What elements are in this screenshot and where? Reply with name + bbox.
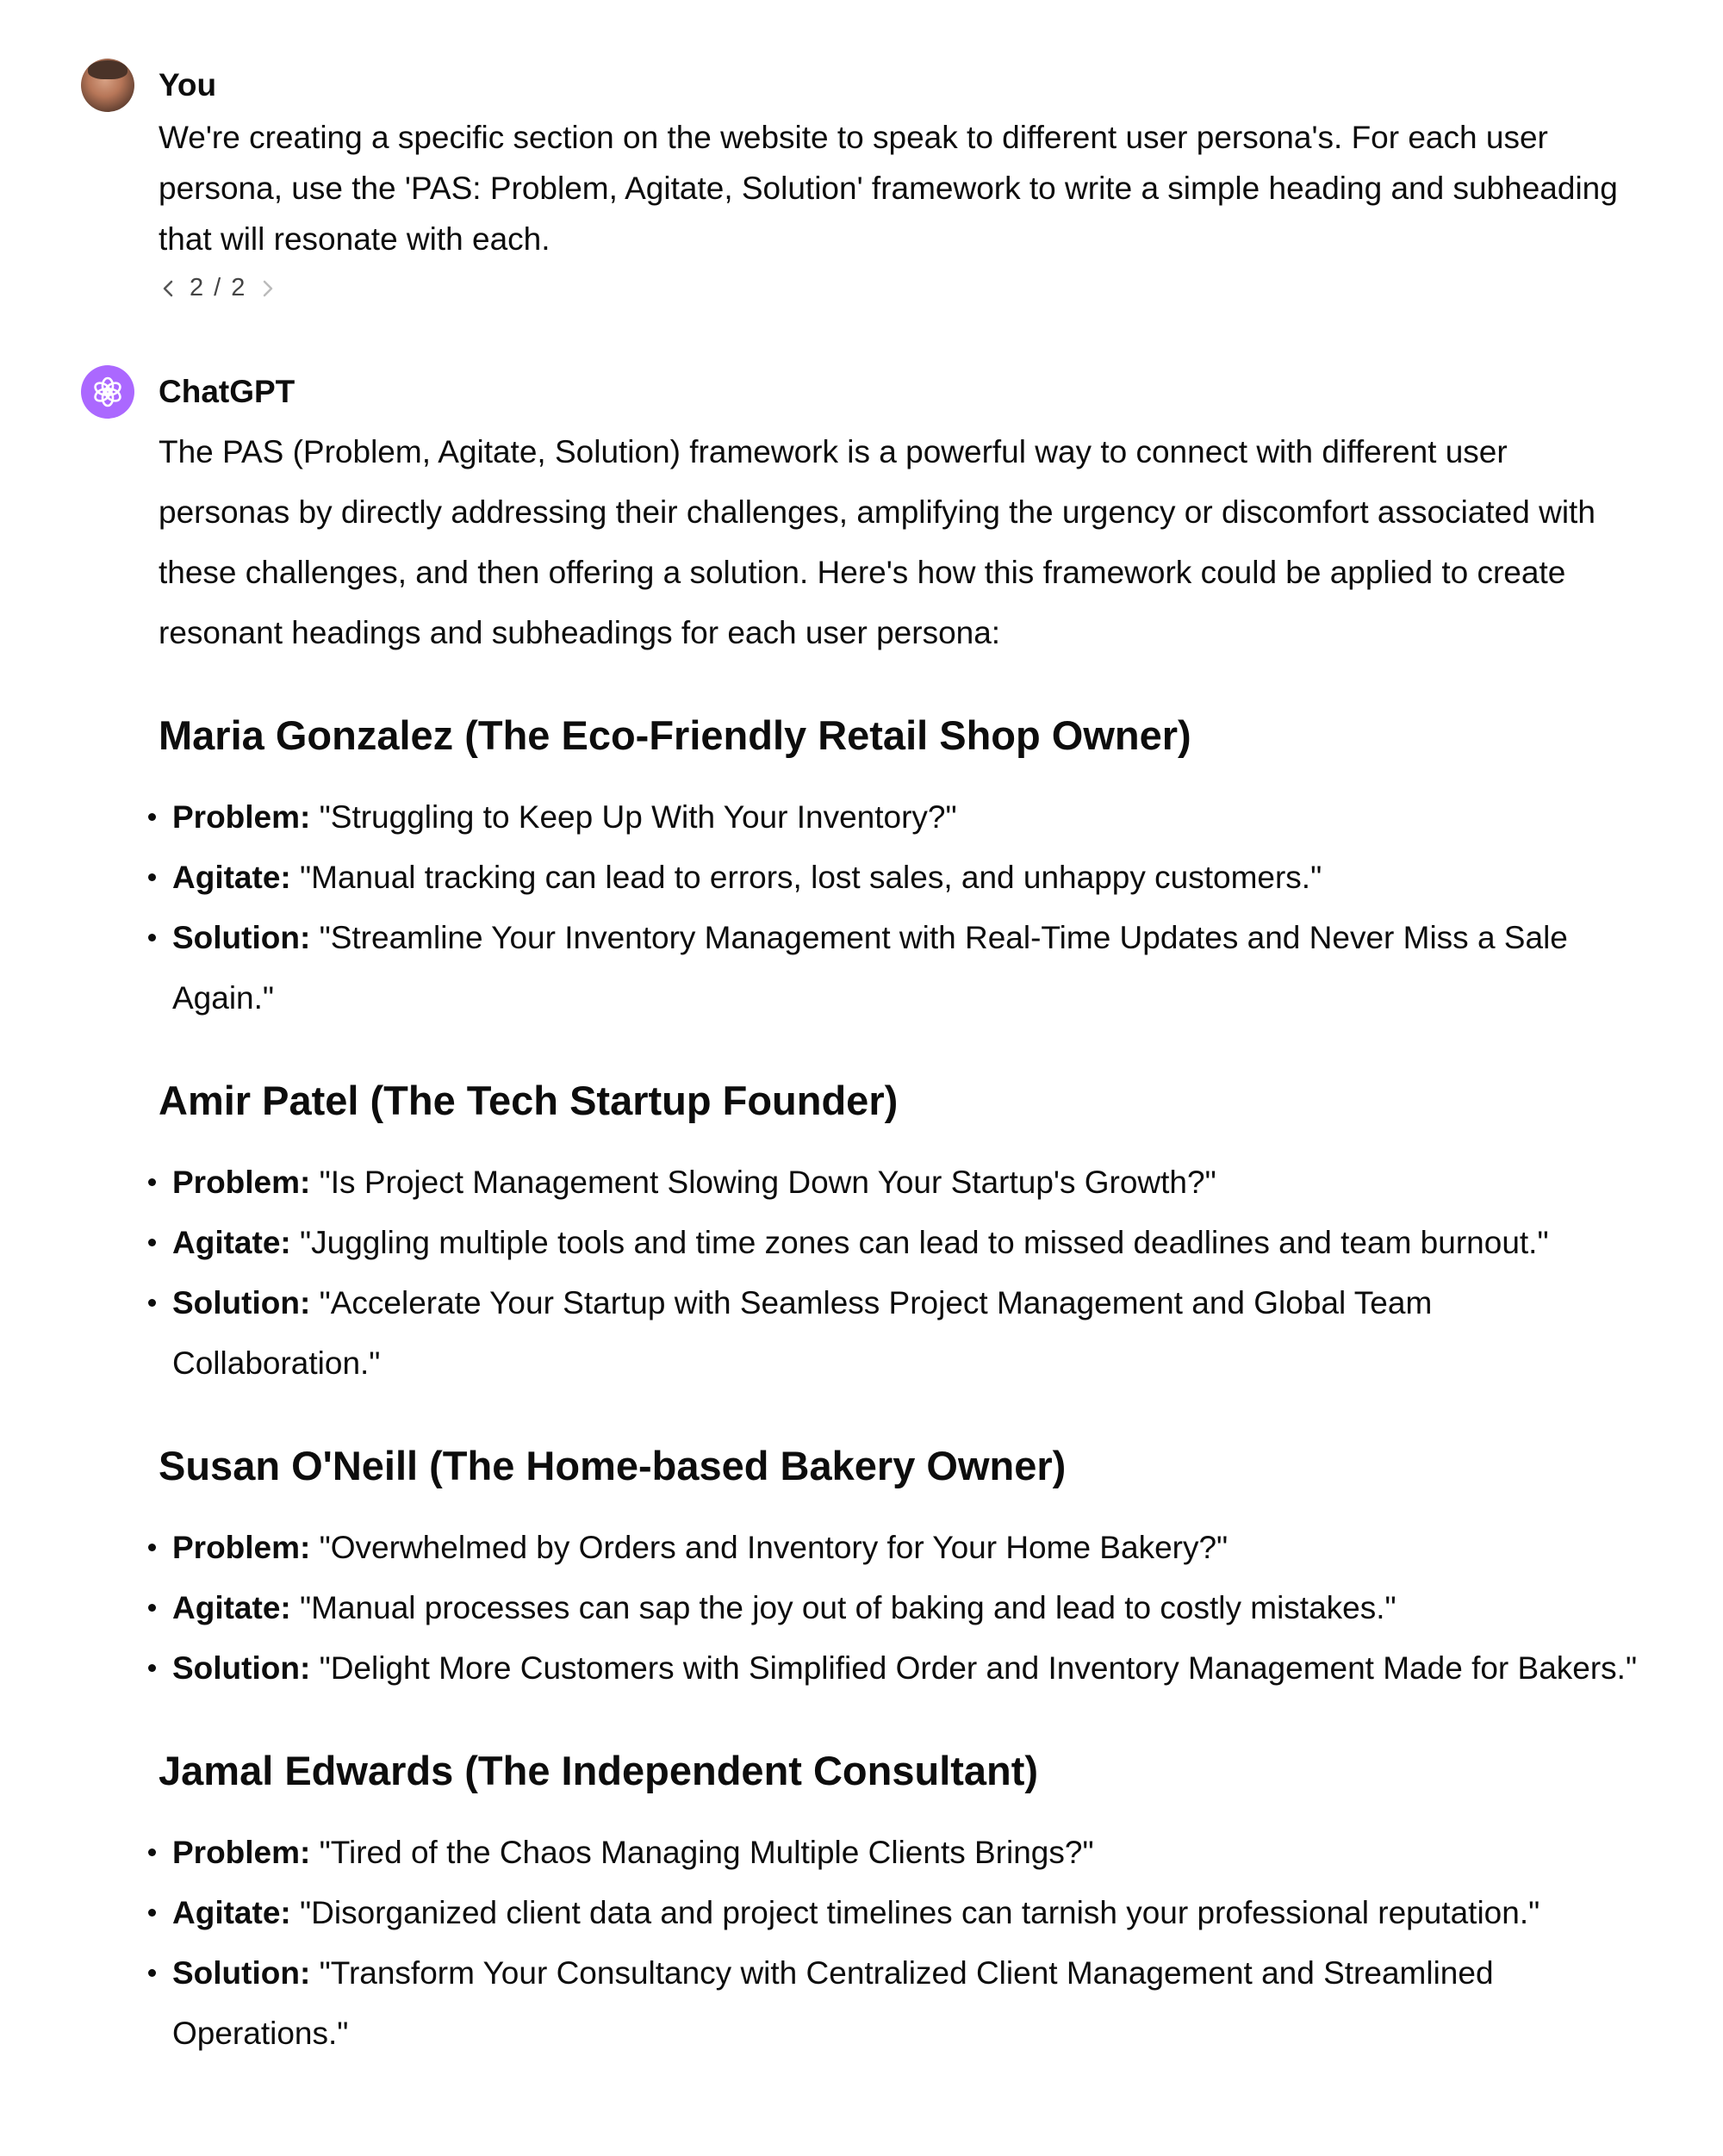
item-label: Agitate: [172,1895,291,1930]
assistant-author-name: ChatGPT [159,374,295,409]
list-item [159,1823,1645,1883]
list-item [159,1213,1645,1273]
item-text: "Juggling multiple tools and time zones can lead to missed deadlines and team burnout." [290,1225,1549,1260]
persona-heading: Jamal Edwards (The Independent Consultant) [159,1748,1039,1793]
chevron-left-icon[interactable] [159,279,177,298]
item-label: Agitate: [172,1225,291,1260]
item-text: "Streamline Your Inventory Management with Real-Time Updates and Never Miss a Sale Again." [172,920,1568,1016]
list-item [159,787,1645,848]
item-label: Problem: [172,799,311,835]
response-pager [159,274,277,302]
item-label: Problem: [172,1835,311,1870]
persona-list [159,787,1645,1028]
item-label: Solution: [172,920,311,955]
persona-heading: Susan O'Neill (The Home-based Bakery Owner) [159,1443,1067,1488]
user-message-text: We're creating a specific section on the website to speak to different user persona's. For each user persona, use the 'PAS: Problem, Agitate, Solution' framework to write a simple heading and subheading that will resonate with each. [159,120,1618,257]
list-item [159,1153,1645,1213]
item-text: "Delight More Customers with Simplified Order and Inventory Management Made for Bakers." [310,1650,1638,1686]
chevron-right-icon[interactable] [258,279,277,298]
item-text: "Disorganized client data and project timelines can tarnish your professional reputation." [290,1895,1540,1930]
item-label: Solution: [172,1650,311,1686]
list-item [159,1578,1645,1638]
persona-heading: Maria Gonzalez (The Eco-Friendly Retail Shop Owner) [159,712,1191,758]
item-label: Problem: [172,1165,311,1200]
item-text: "Is Project Management Slowing Down Your Startup's Growth?" [310,1165,1216,1200]
persona-section [159,1438,1645,1699]
persona-heading: Amir Patel (The Tech Startup Founder) [159,1078,899,1123]
item-label: Agitate: [172,860,291,895]
user-avatar [81,59,134,112]
item-text: "Accelerate Your Startup with Seamless Project Management and Global Team Collaboration." [172,1285,1433,1381]
list-item [159,1638,1645,1699]
item-label: Solution: [172,1285,311,1320]
list-item [159,908,1645,1028]
item-text: "Overwhelmed by Orders and Inventory for Your Home Bakery?" [310,1530,1228,1565]
item-label: Problem: [172,1530,311,1565]
list-item [159,1943,1645,2064]
item-label: Solution: [172,1955,311,1991]
openai-logo-icon [81,365,134,419]
persona-list [159,1153,1645,1394]
list-item [159,1518,1645,1578]
persona-section [159,1743,1645,2064]
item-text: "Manual processes can sap the joy out of baking and lead to costly mistakes." [290,1590,1396,1625]
item-text: "Manual tracking can lead to errors, lost sales, and unhappy customers." [290,860,1322,895]
intro-paragraph: The PAS (Problem, Agitate, Solution) framework is a powerful way to connect with different user personas by directly addressing their challenges, amplifying the urgency or discomfort associated with these challenges, and then offering a solution. Here's how this framework could be applied to create resonant headings and subheadings for each user persona: [159,434,1595,650]
item-text: "Struggling to Keep Up With Your Inventory?" [310,799,957,835]
pager-count: 2 / 2 [190,274,247,301]
item-text: "Transform Your Consultancy with Centralized Client Management and Streamlined Operations." [172,1955,1494,2051]
list-item [159,848,1645,908]
persona-section [159,1073,1645,1394]
item-label: Agitate: [172,1590,291,1625]
persona-list [159,1518,1645,1699]
list-item [159,1883,1645,1943]
persona-list [159,1823,1645,2064]
assistant-message-body [159,422,1645,2064]
list-item [159,1273,1645,1394]
persona-section [159,708,1645,1028]
user-author-name: You [159,67,217,103]
item-text: "Tired of the Chaos Managing Multiple Clients Brings?" [310,1835,1094,1870]
